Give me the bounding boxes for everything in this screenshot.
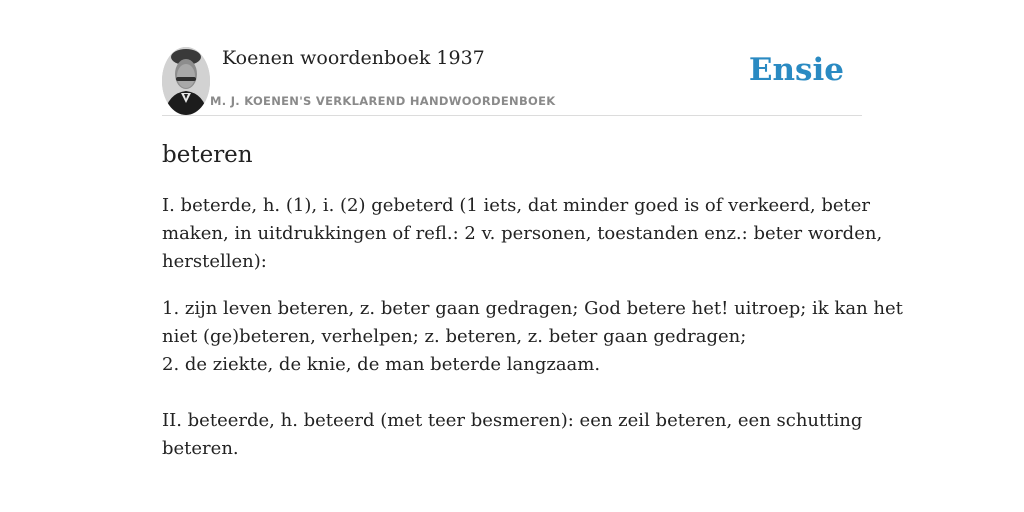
second-meaning-line: beteren.	[162, 438, 239, 459]
definition-line: maken, in uitdrukkingen of refl.: 2 v. personen, toestanden enz.: beter worden,	[162, 223, 883, 244]
author-portrait[interactable]	[162, 47, 210, 115]
ensie-logo-link[interactable]: Ensie	[748, 52, 844, 88]
definition-line: I. beterde, h. (1), i. (2) gebeterd (1 iets, dat minder goed is of verkeerd, beter	[162, 195, 871, 216]
example-line: 2. de ziekte, de knie, de man beterde langzaam.	[162, 354, 601, 375]
dictionary-header	[162, 46, 862, 116]
second-meaning-line: II. beteerde, h. beteerd (met teer besmeren): een zeil beteren, een schutting	[162, 410, 863, 431]
example-line: niet (ge)beteren, verhelpen; z. beteren, z. beter gaan gedragen;	[162, 326, 747, 347]
dictionary-subtitle: M. J. KOENEN'S VERKLAREND HANDWOORDENBOEK	[210, 94, 556, 108]
definition-line: herstellen):	[162, 251, 267, 272]
examples-paragraph	[162, 295, 903, 379]
second-meaning-paragraph	[162, 407, 863, 463]
entry-headword: beteren	[162, 142, 253, 168]
example-line: 1. zijn leven beteren, z. beter gaan gedragen; God betere het! uitroep; ik kan het	[162, 298, 903, 319]
definition-paragraph	[162, 192, 883, 276]
dictionary-title[interactable]: Koenen woordenboek 1937	[222, 47, 485, 69]
portrait-image	[162, 47, 210, 115]
